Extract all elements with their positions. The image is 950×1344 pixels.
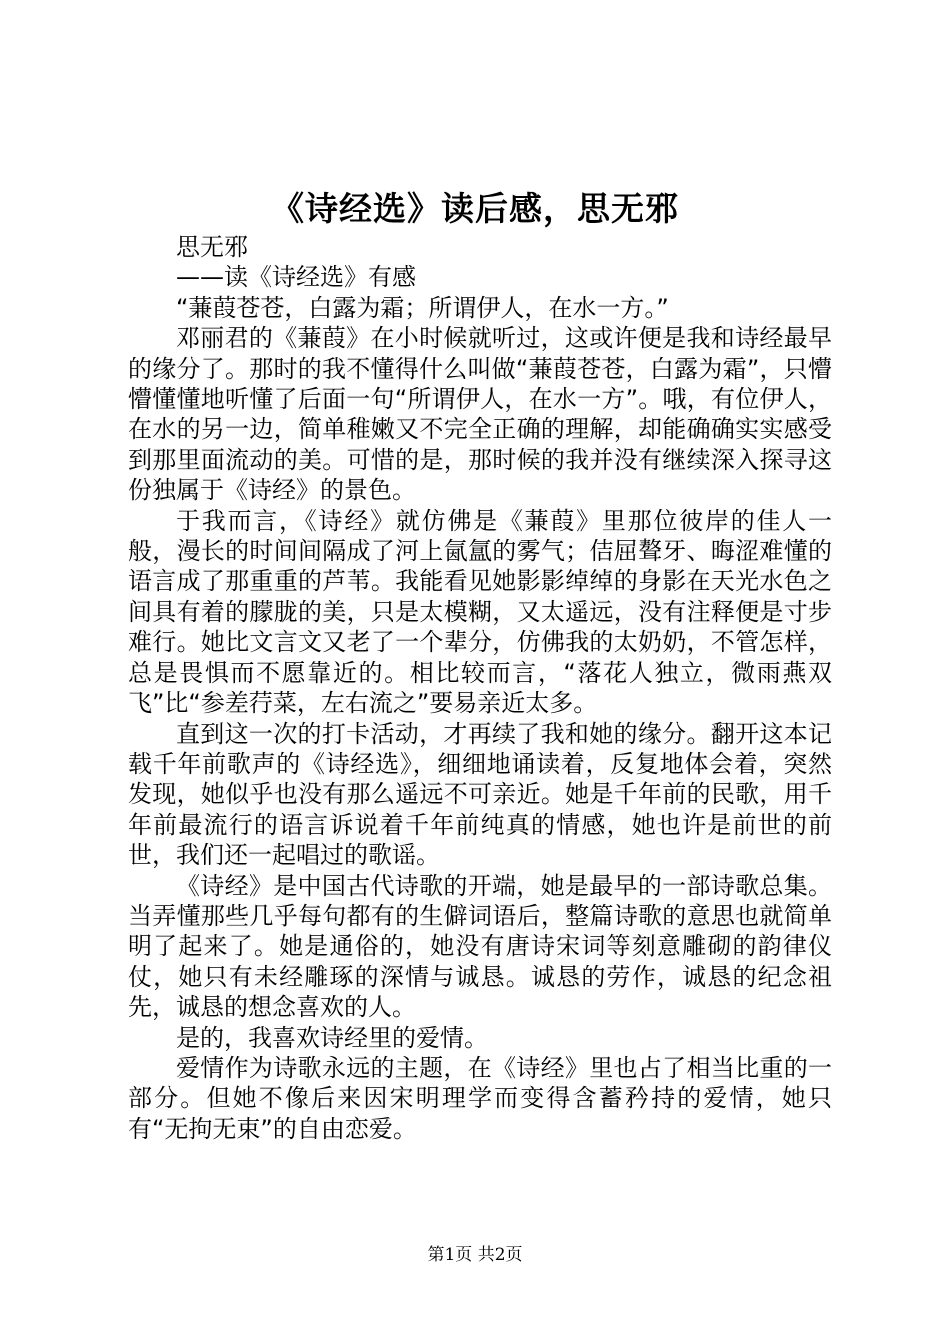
paragraph-subtitle-line: ——读《诗经选》有感 [176,263,416,292]
paragraph-subtitle: 思无邪 [176,233,248,261]
document-title: 《诗经选》读后感，思无邪 [271,189,679,228]
paragraph: 《诗经》是中国古代诗歌的开端，她是最早的一部诗歌总集。当弄懂那些几乎每句都有的生僻词语后，整篇诗歌的意思也就简单明了起来了。她是通俗的，她没有唐诗宋词等刻意雕砌的韵律仪仗，她只有未经雕琢的深情与诚恳。诚恳的劳作，诚恳的纪念祖先，诚恳的想念喜欢的人。 [128,871,832,1022]
paragraph: 邓丽君的《蒹葭》在小时候就听过，这或许便是我和诗经最早的缘分了。那时的我不懂得什么叫做“蒹葭苍苍，白露为霜”，只懵懵懂懂地听懂了后面一句“所谓伊人，在水一方”。哦，有位伊人，在水的另一边，简单稚嫩又不完全正确的理解，却能确确实实感受到那里面流动的美。可惜的是，那时候的我并没有继续深入探寻这份独属于《诗经》的景色。 [128,324,832,505]
paragraph-quote: “蒹葭苍苍，白露为霜；所谓伊人，在水一方。” [176,293,669,322]
paragraph: 爱情作为诗歌永远的主题，在《诗经》里也占了相当比重的一部分。但她不像后来因宋明理学而变得含蓄矜持的爱情，她只有“无拘无束”的自由恋爱。 [128,1053,832,1143]
paragraph: 是的，我喜欢诗经里的爱情。 [176,1023,488,1052]
paragraph: 直到这一次的打卡活动，才再续了我和她的缘分。翻开这本记载千年前歌声的《诗经选》，细细地诵读着，反复地体会着，突然发现，她似乎也没有那么遥远不可亲近。她是千年前的民歌，用千年前最流行的语言诉说着千年前纯真的情感，她也许是前世的前世，我们还一起唱过的歌谣。 [128,719,832,870]
document-body [128,232,832,1144]
paragraph: 于我而言，《诗经》就仿佛是《蒹葭》里那位彼岸的佳人一般，漫长的时间间隔成了河上氤氲的雾气；佶屈聱牙、晦涩难懂的语言成了那重重的芦苇。我能看见她影影绰绰的身影在天光水色之间具有着的朦胧的美，只是太模糊，又太遥远，没有注释便是寸步难行。她比文言文又老了一个辈分，仿佛我的太奶奶，不管怎样，总是畏惧而不愿靠近的。相比较而言，“落花人独立，微雨燕双飞”比“参差荇菜，左右流之”要易亲近太多。 [128,506,832,718]
page-footer: 第1页 共2页 [427,1245,523,1265]
